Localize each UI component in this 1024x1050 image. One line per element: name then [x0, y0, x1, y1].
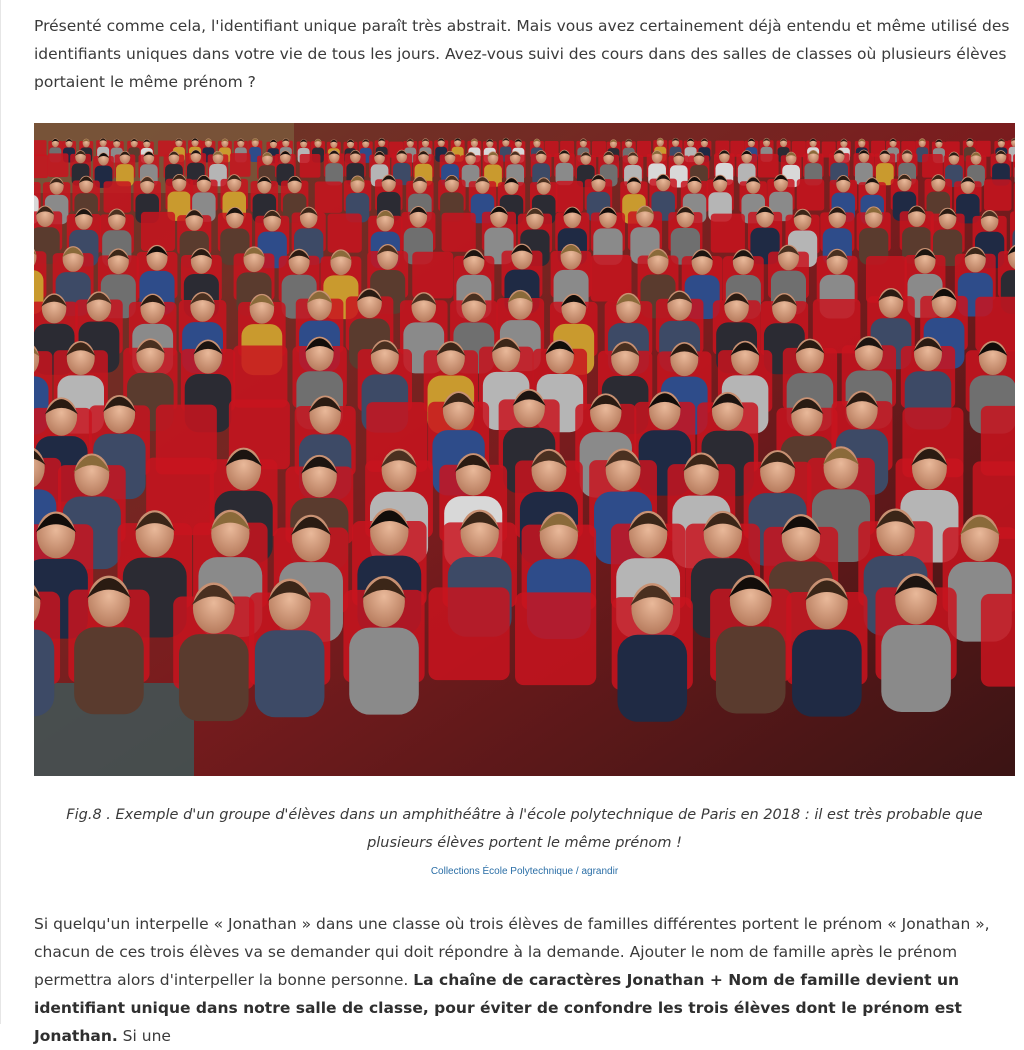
credit-link[interactable]: Collections École Polytechnique	[431, 866, 573, 877]
lecture-hall-photo[interactable]	[34, 123, 1015, 776]
figure-caption: Fig.8 . Exemple d'un groupe d'élèves dans un amphithéâtre à l'école polytechnique de Paris en 2018 : il est très probable que plusieurs élèves portent le même prénom !	[34, 801, 1015, 857]
figure-credit	[34, 866, 1015, 877]
paragraph-text-end: Si une	[118, 1027, 171, 1045]
paragraph-text-start: Si quelqu'un interpelle « Jonathan » dans une classe où trois élèves de familles différentes portent le prénom « Jonathan », chacun de ces trois élèves va se demander qui doit répondre à la demande. Ajouter le nom de famille après le prénom permettra alors d'interpeller la bonne personne.	[34, 915, 990, 989]
enlarge-link[interactable]: agrandir	[581, 866, 618, 877]
paragraph-text-bold: La chaîne de caractères Jonathan + Nom de famille devient un identifiant unique dans notre salle de classe, pour éviter de confondre les trois élèves dont le prénom est Jonathan.	[34, 971, 962, 1045]
jonathan-paragraph	[34, 910, 1012, 1050]
credit-separator: /	[576, 866, 579, 877]
lecture-hall-illustration	[34, 123, 1015, 776]
intro-paragraph: Présenté comme cela, l'identifiant unique paraît très abstrait. Mais vous avez certainement déjà entendu et même utilisé des identifiants uniques dans votre vie de tous les jours. Avez-vous suivi des cours dans des salles de classes où plusieurs élèves portaient le même prénom ?	[34, 12, 1012, 96]
